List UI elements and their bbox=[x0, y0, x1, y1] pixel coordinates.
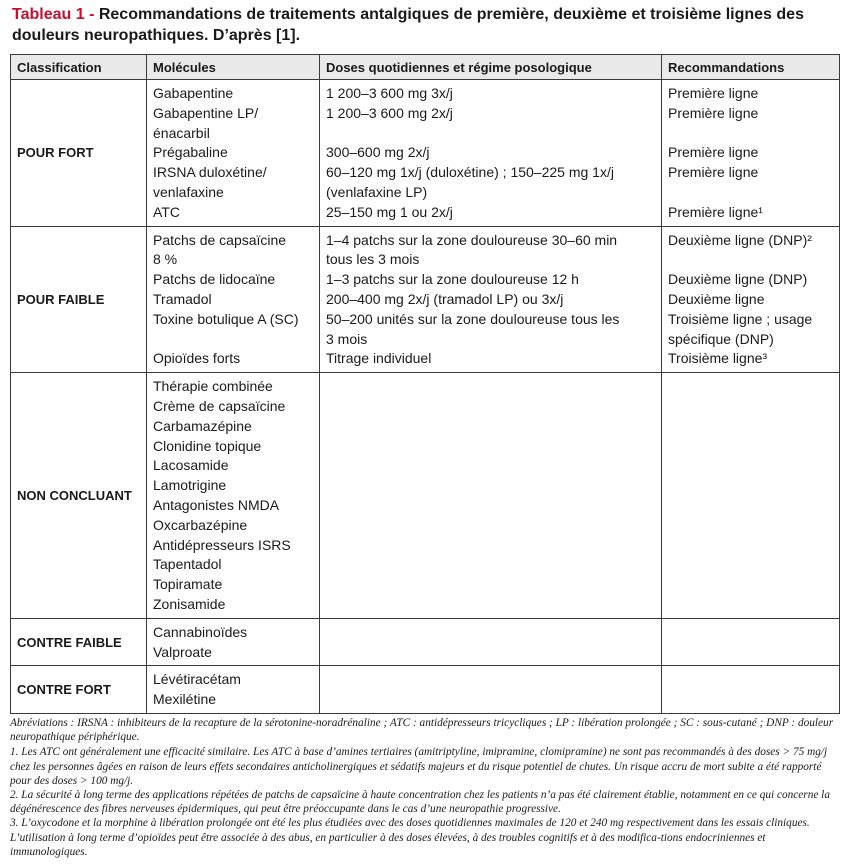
doses-line: 60–120 mg 1x/j (duloxétine) ; 150–225 mg 1x/j bbox=[326, 164, 614, 181]
recommandations-cell bbox=[662, 226, 840, 373]
molecules-line: Patchs de capsaïcine bbox=[153, 231, 287, 248]
doses-cell bbox=[320, 226, 662, 373]
molecules-line: Oxcarbazépine bbox=[153, 516, 248, 533]
recommandations-line: Première ligne bbox=[668, 144, 759, 161]
molecules-line: Cannabinoïdes bbox=[153, 623, 248, 640]
table-notes bbox=[10, 716, 840, 859]
molecules-line: Mexilétine bbox=[153, 691, 217, 708]
recommandations-cell bbox=[662, 80, 840, 227]
molecules-line: Lacosamide bbox=[153, 457, 229, 474]
molecules-line: Lamotrigine bbox=[153, 477, 227, 494]
molecules-cell bbox=[147, 666, 320, 714]
doses-line: 300–600 mg 2x/j bbox=[326, 144, 430, 161]
header-recommandations: Recommandations bbox=[662, 55, 840, 80]
molecules-line: Lévétiracétam bbox=[153, 671, 241, 688]
doses-line: (venlafaxine LP) bbox=[326, 183, 428, 200]
doses-line: 200–400 mg 2x/j (tramadol LP) ou 3x/j bbox=[326, 290, 564, 307]
footnote-2: 2. La sécurité à long terme des applications répétées de patchs de capsaïcine à haute concentration chez les patients n’a pas été clairement établie, notamment en ce qui concerne la dégénérescence des fibres nerveuses épidermiques, qui peut être préoccupante dans le cas d’une neuropathie progressive. bbox=[10, 789, 830, 816]
molecules-line: Antidépresseurs ISRS bbox=[153, 536, 291, 553]
doses-cell bbox=[320, 373, 662, 619]
doses-line: 1 200–3 600 mg 3x/j bbox=[326, 85, 453, 101]
recommandations-line bbox=[668, 124, 839, 144]
doses-cell bbox=[320, 666, 662, 714]
molecules-cell bbox=[147, 618, 320, 666]
molecules-line: Patchs de lidocaïne bbox=[153, 271, 276, 288]
table-row bbox=[11, 618, 840, 666]
recommandations-line: Première ligne bbox=[668, 164, 759, 181]
molecules-line: IRSNA duloxétine/ bbox=[153, 164, 267, 181]
molecules-line: Zonisamide bbox=[153, 595, 226, 612]
molecules-cell bbox=[147, 80, 320, 227]
recommandations-cell bbox=[662, 666, 840, 714]
table-row bbox=[11, 226, 840, 373]
table-row bbox=[11, 373, 840, 619]
molecules-line: Valproate bbox=[153, 643, 212, 660]
molecules-line bbox=[153, 330, 319, 350]
molecules-line: Toxine botulique A (SC) bbox=[153, 310, 299, 327]
molecules-line: Antagonistes NMDA bbox=[153, 496, 280, 513]
molecules-line: Crème de capsaïcine bbox=[153, 397, 286, 414]
doses-line: 50–200 unités sur la zone douloureuse tous les bbox=[326, 310, 620, 327]
table-row bbox=[11, 666, 840, 714]
doses-cell bbox=[320, 80, 662, 227]
table-row bbox=[11, 80, 840, 227]
recommandations-line: Troisième ligne ; usage bbox=[668, 310, 813, 327]
doses-line: 1 200–3 600 mg 2x/j bbox=[326, 104, 453, 121]
header-classification: Classification bbox=[11, 55, 147, 80]
molecules-line: Thérapie combinée bbox=[153, 378, 273, 395]
footnote-3: 3. L’oxycodone et la morphine à libération prolongée ont été les plus étudiées avec des doses quotidiennes maximales de 120 et 240 mg respectivement dans les essais cliniques. L’utilisation à long terme d’opioïdes peut être associée à des abus, en particulier à des doses élevées, à des troubles cognitifs et à des modifica-tions endocriniennes et immunologiques. bbox=[10, 817, 810, 858]
molecules-cell bbox=[147, 226, 320, 373]
classification-cell: POUR FORT bbox=[11, 80, 147, 227]
recommandations-line: Première ligne bbox=[668, 85, 759, 101]
doses-line: tous les 3 mois bbox=[326, 251, 420, 268]
molecules-line: 8 % bbox=[153, 251, 178, 268]
doses-line: 1–3 patchs sur la zone douloureuse 12 h bbox=[326, 271, 579, 288]
molecules-line: Gabapentine LP/ bbox=[153, 104, 259, 121]
table-title-label: Tableau 1 - bbox=[12, 6, 99, 23]
classification-cell: NON CONCLUANT bbox=[11, 373, 147, 619]
recommandations-line: Première ligne bbox=[668, 104, 759, 121]
recommandations-line bbox=[668, 250, 839, 270]
header-doses: Doses quotidiennes et régime posologique bbox=[320, 55, 662, 80]
recommendations-table bbox=[10, 54, 840, 714]
molecules-line: énacarbil bbox=[153, 124, 210, 141]
molecules-line: Clonidine topique bbox=[153, 437, 262, 454]
molecules-line: Gabapentine bbox=[153, 85, 234, 101]
molecules-line: Tapentadol bbox=[153, 556, 222, 573]
table-title bbox=[12, 4, 838, 46]
header-row bbox=[11, 55, 840, 80]
recommandations-cell bbox=[662, 373, 840, 619]
doses-cell bbox=[320, 618, 662, 666]
molecules-line: Tramadol bbox=[153, 290, 212, 307]
table-title-text: Recommandations de traitements antalgiques de première, deuxième et troisième lignes des douleurs neuropathiques. D’après [1]. bbox=[12, 6, 804, 44]
recommandations-line: Deuxième ligne (DNP)² bbox=[668, 231, 812, 248]
recommandations-line: Troisième ligne³ bbox=[668, 350, 768, 367]
footnote-1: 1. Les ATC ont généralement une efficacité similaire. Les ATC à base d’amines tertiaires (amitriptyline, imipramine, clomipramine) ne sont pas recommandés à des doses > 75 mg/j chez les personnes âgées en raison de leurs effets secondaires anticholinergiques et sédatifs majeurs et du risque potentiel de chutes. Un risque accru de mort subite a été rapporté pour des doses > 100 mg/j. bbox=[10, 746, 828, 787]
recommandations-cell bbox=[662, 618, 840, 666]
abbreviations-note: Abréviations : IRSNA : inhibiteurs de la recapture de la sérotonine-noradrénaline ; ATC : antidépresseurs tricycliques ; LP : libération prolongée ; SC : sous-cutané ; DNP : douleur neuropathique périphérique. bbox=[10, 717, 834, 744]
classification-cell: CONTRE FAIBLE bbox=[11, 618, 147, 666]
table-body bbox=[11, 80, 840, 714]
classification-cell: POUR FAIBLE bbox=[11, 226, 147, 373]
molecules-line: Carbamazépine bbox=[153, 417, 252, 434]
header-molecules: Molécules bbox=[147, 55, 320, 80]
molecules-line: Opioïdes forts bbox=[153, 350, 241, 367]
recommandations-line bbox=[668, 183, 839, 203]
doses-line bbox=[326, 124, 661, 144]
classification-cell: CONTRE FORT bbox=[11, 666, 147, 714]
molecules-line: venlafaxine bbox=[153, 183, 224, 200]
molecules-line: ATC bbox=[153, 203, 180, 220]
recommandations-line: Deuxième ligne bbox=[668, 290, 765, 307]
doses-line: 3 mois bbox=[326, 330, 368, 347]
doses-line: 1–4 patchs sur la zone douloureuse 30–60 min bbox=[326, 231, 618, 248]
molecules-line: Prégabaline bbox=[153, 144, 228, 161]
recommandations-line: spécifique (DNP) bbox=[668, 330, 774, 347]
recommandations-line: Deuxième ligne (DNP) bbox=[668, 271, 808, 288]
molecules-cell bbox=[147, 373, 320, 619]
recommandations-line: Première ligne¹ bbox=[668, 203, 763, 220]
doses-line: 25–150 mg 1 ou 2x/j bbox=[326, 203, 453, 220]
molecules-line: Topiramate bbox=[153, 576, 223, 593]
doses-line: Titrage individuel bbox=[326, 350, 432, 367]
